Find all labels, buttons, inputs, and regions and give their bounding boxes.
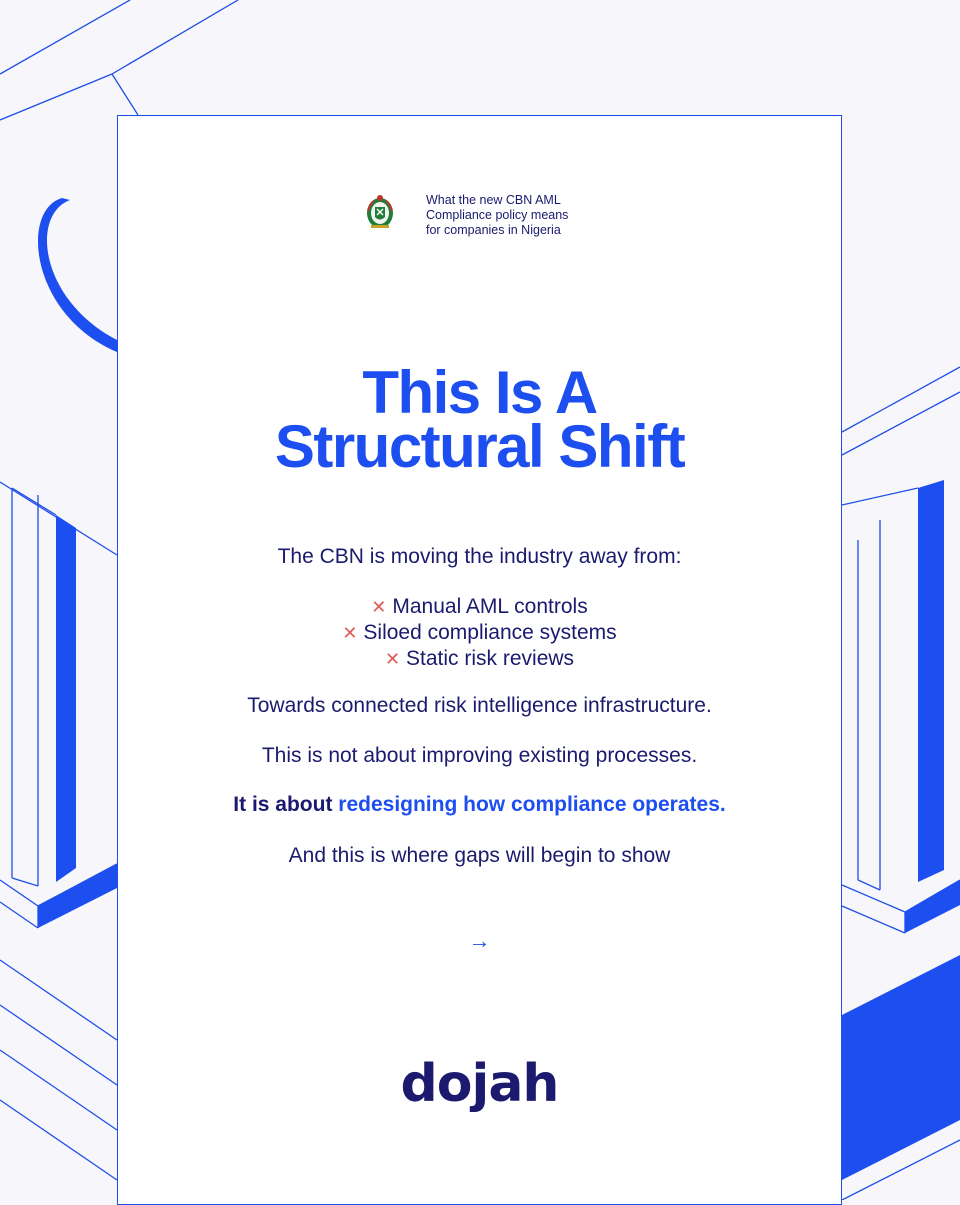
list-item-label: Manual AML controls bbox=[392, 595, 588, 618]
caption-line: Compliance policy means bbox=[426, 208, 569, 222]
header bbox=[364, 193, 626, 238]
gaps-text: And this is where gaps will begin to show bbox=[288, 844, 671, 867]
x-icon: ✕ bbox=[371, 597, 387, 617]
list-item bbox=[118, 646, 841, 672]
x-icon: ✕ bbox=[342, 623, 358, 643]
about-text bbox=[118, 792, 841, 817]
cbn-seal-icon bbox=[364, 193, 396, 231]
content-card bbox=[117, 115, 842, 1205]
not-about-text: This is not about improving existing processes. bbox=[261, 744, 698, 767]
list-item bbox=[118, 594, 841, 620]
title-line: This Is A bbox=[362, 359, 597, 426]
caption-line: What the new CBN AML bbox=[426, 193, 561, 207]
page-title bbox=[118, 359, 841, 480]
caption-line: for companies in Nigeria bbox=[426, 223, 561, 237]
away-list bbox=[118, 594, 841, 672]
list-item-label: Siloed compliance systems bbox=[363, 621, 617, 644]
about-highlight: redesigning how compliance operates. bbox=[338, 793, 726, 816]
title-line: Structural Shift bbox=[274, 413, 685, 480]
towards-text: Towards connected risk intelligence infrastructure. bbox=[247, 694, 712, 717]
intro-text: The CBN is moving the industry away from: bbox=[277, 545, 682, 568]
list-item-label: Static risk reviews bbox=[406, 647, 575, 670]
x-icon: ✕ bbox=[384, 649, 401, 669]
arrow-right-icon[interactable]: → bbox=[468, 928, 491, 953]
about-prefix: It is about bbox=[233, 793, 339, 816]
list-item bbox=[118, 620, 841, 646]
dojah-logo: dojah bbox=[400, 1054, 559, 1114]
header-caption bbox=[426, 193, 626, 238]
